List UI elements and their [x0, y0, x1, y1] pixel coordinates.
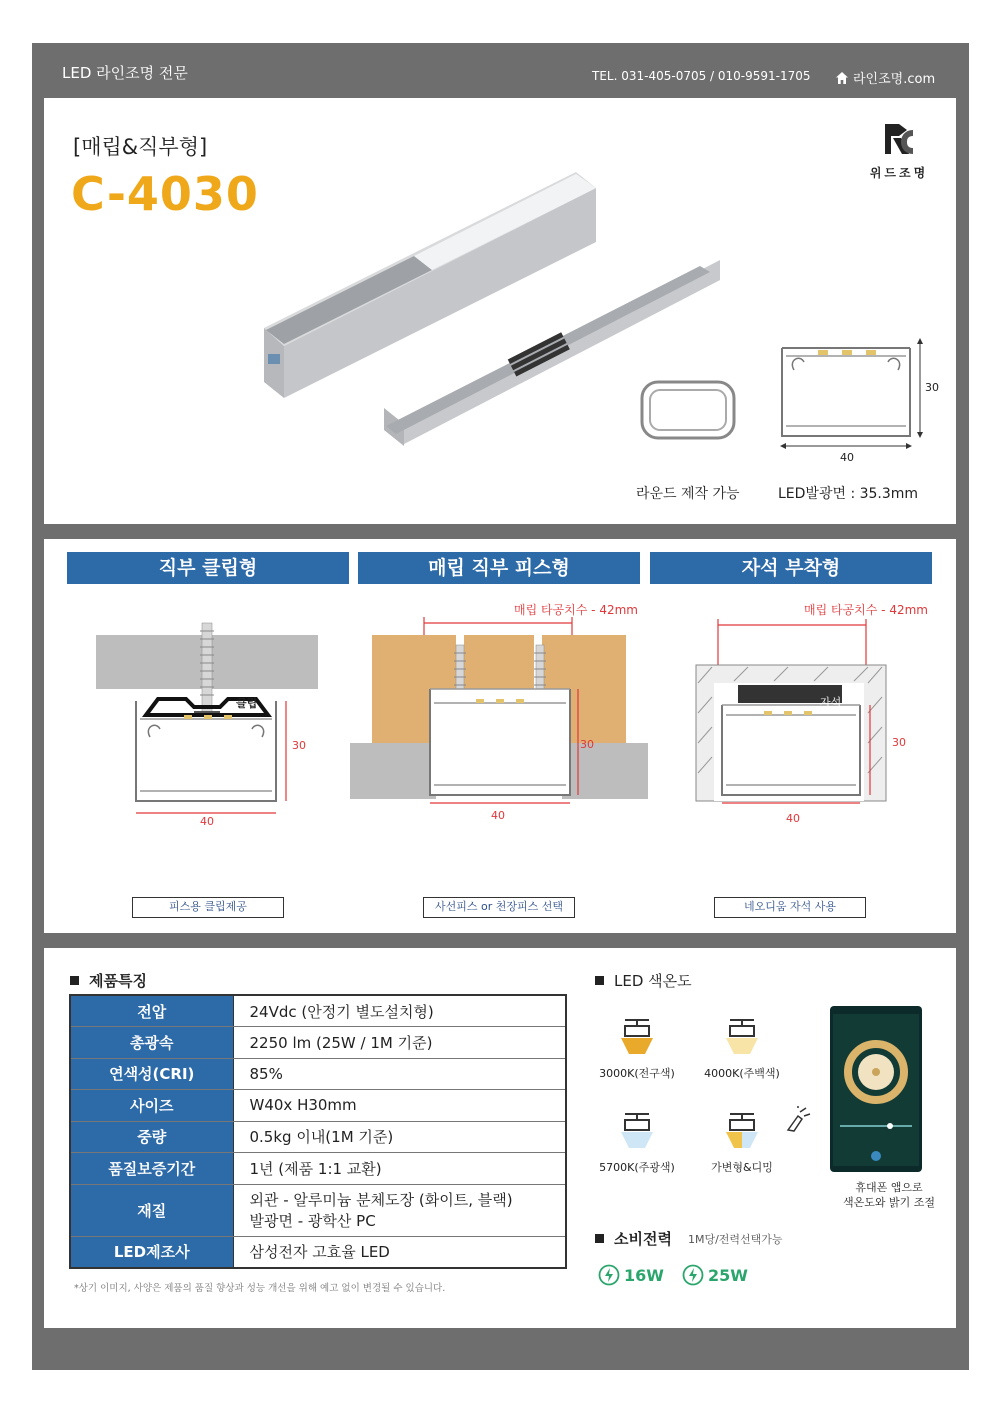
lamp-label: 4000K(주백색): [704, 1067, 780, 1080]
phone-caption-line-2: 색온도와 밝기 조절: [842, 1196, 935, 1209]
phone-caption: [824, 1180, 954, 1210]
lamp-4000k: [692, 1012, 792, 1081]
clip-width-label: 40: [200, 815, 214, 828]
spec-key: 사이즈: [70, 1090, 233, 1122]
mount-title-magnet: 자석 부착형: [650, 552, 932, 584]
table-row: [70, 1027, 566, 1059]
spec-value: W40x H30mm: [233, 1090, 566, 1122]
lamp-tunable: [692, 1106, 792, 1175]
spec-key: 품질보증기간: [70, 1153, 233, 1185]
table-row: [70, 1236, 566, 1268]
spec-value: 24Vdc (안정기 별도설치형): [233, 995, 566, 1027]
clip-height-label: 30: [292, 739, 306, 752]
spec-value: [233, 1184, 566, 1236]
features-panel: [44, 948, 956, 1328]
spec-key: 총광속: [70, 1027, 233, 1059]
phone-app-screenshot: [830, 1006, 922, 1172]
emit-caption: LED발광면 : 35.3mm: [778, 486, 919, 502]
features-heading-text: 제품특징: [89, 972, 147, 990]
spec-key: 재질: [70, 1184, 233, 1236]
spec-value-line-1: 외관 - 알루미늄 분체도장 (화이트, 블랙): [249, 1191, 513, 1209]
power-value: 16W: [624, 1265, 664, 1285]
spec-key: LED제조사: [70, 1236, 233, 1268]
lamp-5700k: [587, 1106, 687, 1175]
table-row: [70, 1058, 566, 1090]
cross-section-drawing: [772, 334, 942, 474]
mount-title-screw: 매립 직부 피스형: [358, 552, 640, 584]
spec-value: 삼성전자 고효율 LED: [233, 1236, 566, 1268]
power-heading: [595, 1228, 783, 1249]
bullet-square-icon: [70, 976, 79, 985]
site-link[interactable]: [835, 68, 935, 87]
mount-note-magnet: 매립 타공치수 - 42mm: [804, 603, 928, 617]
spec-table: [69, 994, 567, 1269]
screw-width-label: 40: [491, 809, 505, 822]
brand-text: LED 라인조명 전문: [62, 64, 188, 82]
bullet-square-icon: [595, 1234, 604, 1243]
lightning-icon: [682, 1264, 704, 1286]
round-profile-shape: [638, 378, 738, 442]
bullet-square-icon: [595, 976, 604, 985]
color-temp-heading-text: LED 색온도: [614, 972, 692, 990]
logo-mark-icon: [879, 120, 919, 158]
logo-name: 위드조명: [869, 166, 929, 180]
mount-title-clip: 직부 클립형: [67, 552, 349, 584]
magnet-label: 자석: [820, 696, 842, 709]
hand-pointer-icon: [782, 1106, 812, 1138]
power-option-16w: [598, 1264, 664, 1286]
home-icon: [835, 71, 849, 85]
mount-box-magnet: 네오디움 자석 사용: [714, 897, 866, 918]
lamp-label: 5700K(주광색): [599, 1161, 675, 1174]
footnote: *상기 이미지, 사양은 제품의 품질 향상과 성능 개선을 위해 예고 없이 변경될 수 있습니다.: [74, 1283, 446, 1294]
cross-height-label: 30: [925, 381, 939, 394]
clip-label: 클립: [236, 697, 258, 710]
spec-value: 0.5kg 이내(1M 기준): [233, 1121, 566, 1153]
power-heading-text: 소비전력: [614, 1230, 672, 1248]
site-text: 라인조명.com: [853, 72, 936, 87]
power-note: 1M당/전력선택가능: [687, 1232, 783, 1246]
top-header: [32, 43, 969, 98]
lamp-icon: [607, 1012, 667, 1062]
features-heading: [70, 970, 147, 991]
table-row: [70, 1090, 566, 1122]
spec-key: 전압: [70, 995, 233, 1027]
magnet-width-label: 40: [786, 812, 800, 825]
spec-value-line-2: 발광면 - 광학산 PC: [249, 1212, 376, 1230]
lamp-3000k: [587, 1012, 687, 1081]
lightning-icon: [598, 1264, 620, 1286]
company-logo: [864, 120, 934, 181]
contact-text: TEL. 031-405-0705 / 010-9591-1705: [592, 69, 811, 83]
product-panel: [44, 98, 956, 524]
round-caption: 라운드 제작 가능: [636, 486, 740, 502]
mount-diagram-clip: [94, 619, 334, 839]
lamp-icon: [607, 1106, 667, 1156]
product-subtitle: [매립&직부형]: [73, 135, 208, 159]
mounting-panel: [44, 539, 956, 933]
lamp-label: 3000K(전구색): [599, 1067, 675, 1080]
table-row: [70, 1184, 566, 1236]
table-row: [70, 995, 566, 1027]
mount-box-clip: 피스용 클립제공: [132, 897, 284, 918]
table-row: [70, 1153, 566, 1185]
mount-box-screw: 사선피스 or 천장피스 선택: [423, 897, 575, 918]
mount-diagram-magnet: [694, 613, 894, 813]
spec-key: 연색성(CRI): [70, 1058, 233, 1090]
table-row: [70, 1121, 566, 1153]
lamp-label: 가변형&디밍: [711, 1161, 773, 1174]
spec-value: 85%: [233, 1058, 566, 1090]
product-model: C-4030: [71, 167, 259, 221]
spec-value: 1년 (제품 1:1 교환): [233, 1153, 566, 1185]
cross-width-label: 40: [840, 451, 854, 464]
power-option-25w: [682, 1264, 748, 1286]
power-value: 25W: [708, 1265, 748, 1285]
mount-note-screw: 매립 타공치수 - 42mm: [514, 603, 638, 617]
spec-value: 2250 lm (25W / 1M 기준): [233, 1027, 566, 1059]
screw-height-label: 30: [580, 738, 594, 751]
magnet-height-label: 30: [892, 736, 906, 749]
phone-caption-line-1: 휴대폰 앱으로: [855, 1181, 923, 1194]
color-temp-heading: [595, 970, 692, 991]
lamp-icon: [712, 1012, 772, 1062]
lamp-icon: [712, 1106, 772, 1156]
spec-key: 중량: [70, 1121, 233, 1153]
